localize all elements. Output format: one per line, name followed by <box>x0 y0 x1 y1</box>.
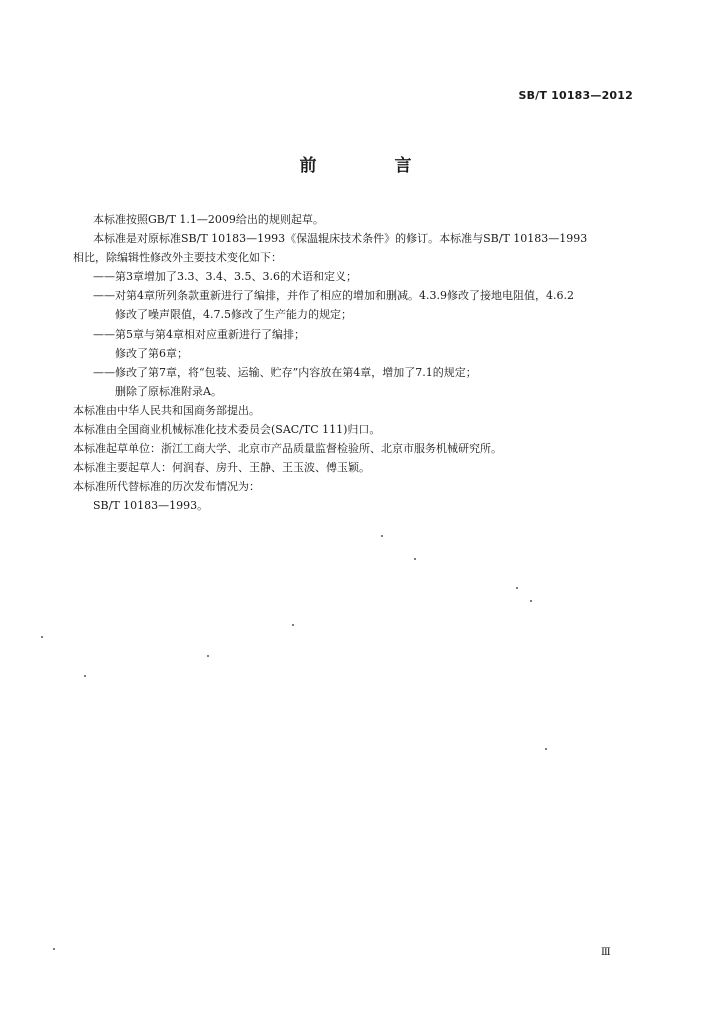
list-item-chapter3: ——第3章增加了3.3、3.4、3.5、3.6的术语和定义； <box>93 270 357 284</box>
scan-speck <box>207 655 209 657</box>
paragraph-drafting-rule: 本标准按照GB/T 1.1—2009给出的规则起草。 <box>93 213 324 226</box>
scan-speck <box>41 636 43 638</box>
paragraph-history-item: SB/T 10183—1993。 <box>93 499 209 513</box>
paragraph-history-intro: 本标准所代替标准的历次发布情况为： <box>73 480 260 494</box>
page-number: Ⅲ <box>601 947 611 958</box>
page-title: 前 言 <box>299 156 448 176</box>
list-item-chapter4-cont: 修改了噪声限值，4.7.5修改了生产能力的规定； <box>115 308 352 322</box>
paragraph-revision-intro-cont: 相比，除编辑性修改外主要技术变化如下： <box>73 251 282 265</box>
list-item-chapter6: 修改了第6章； <box>115 346 188 360</box>
scan-speck <box>292 624 294 626</box>
document-body <box>73 210 638 516</box>
paragraph-drafting-units: 本标准起草单位：浙江工商大学、北京市产品质量监督检验所、北京市服务机械研究所。 <box>73 442 502 456</box>
scan-speck <box>516 587 518 589</box>
scan-speck <box>53 948 55 950</box>
list-item-chapter5: ——第5章与第4章相对应重新进行了编排； <box>93 327 305 341</box>
scan-speck <box>84 675 86 677</box>
scan-speck <box>545 748 547 750</box>
list-item-annex: 删除了原标准附录A。 <box>115 384 222 398</box>
list-item-chapter4: ——对第4章所列条款重新进行了编排，并作了相应的增加和删减。4.3.9修改了接地电阻值，4.6.2 <box>93 289 574 303</box>
standard-number: SB/T 10183—2012 <box>518 89 633 102</box>
scan-speck <box>414 558 416 560</box>
paragraph-drafters: 本标准主要起草人：何润春、房升、王静、王玉波、傅玉颖。 <box>73 461 370 475</box>
scan-speck <box>530 600 532 602</box>
list-item-chapter7: ——修改了第7章，将“包装、运输、贮存”内容放在第4章，增加了7.1的规定； <box>93 365 477 379</box>
paragraph-committee: 本标准由全国商业机械标准化技术委员会(SAC/TC 111)归口。 <box>73 423 381 437</box>
paragraph-revision-intro: 本标准是对原标准SB/T 10183—1993《保温辊床技术条件》的修订。本标准与SB/T 10183—1993 <box>93 232 588 246</box>
paragraph-proposer: 本标准由中华人民共和国商务部提出。 <box>73 403 260 417</box>
scan-speck <box>381 535 383 537</box>
